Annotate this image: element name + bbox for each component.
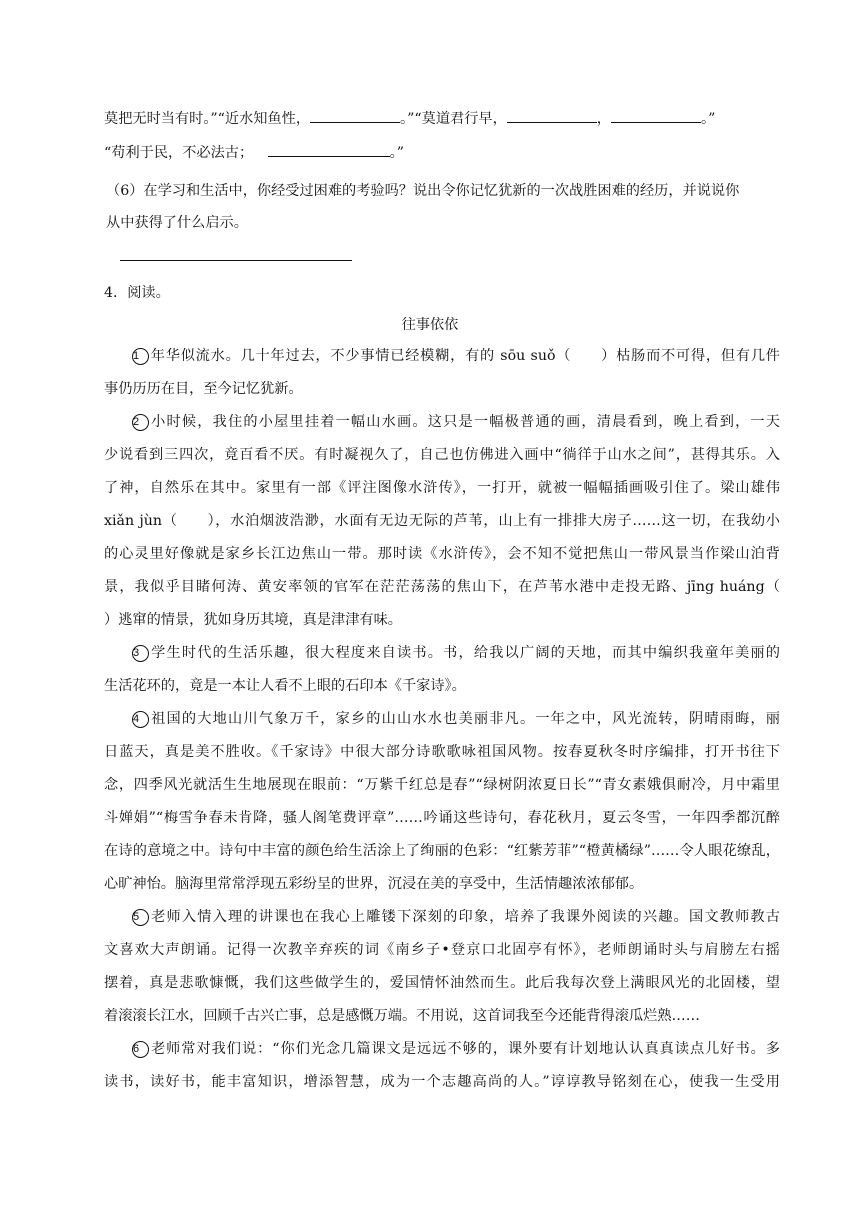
passage-paragraph <box>104 708 780 906</box>
q3-line1-text-d: 。” <box>700 111 716 127</box>
paragraph-line <box>104 411 780 444</box>
passage-body <box>104 345 780 1104</box>
paragraph-text: 日蓝天，真是美不胜收。《千家诗》中很大部分诗歌歌咏祖国风物。按春夏秋冬时序编排，打开书往下 <box>104 744 780 760</box>
paragraph-line <box>104 708 780 741</box>
paragraph-line <box>104 972 780 1005</box>
paragraph-line <box>104 939 780 972</box>
q4-heading: 4．阅读。 <box>104 285 170 301</box>
paragraph-text: 年华似流水。几十年过去，不少事情已经模糊，有的 sōu suǒ（ ）枯肠而不可得，但有几件 <box>150 348 780 364</box>
q6-prompt-line-2: 从中获得了什么启示。 <box>106 215 248 231</box>
paragraph-line <box>104 1005 780 1038</box>
paragraph-line <box>104 444 780 477</box>
q3-line-2 <box>104 142 404 164</box>
passage-paragraph <box>104 906 780 1038</box>
q3-line-1 <box>104 108 715 130</box>
paragraph-line <box>104 609 780 642</box>
passage-title: 往事依依 <box>401 317 459 333</box>
paragraph-text: 心旷神怡。脑海里常常浮现五彩纷呈的世界，沉浸在美的享受中，生活情趣浓浓郁郁。 <box>104 876 644 892</box>
paragraph-text: ）逃窜的情景，犹如身历其境，真是津津有味。 <box>104 612 402 628</box>
paragraph-line <box>104 840 780 873</box>
paragraph-text: 着滚滚长江水，回顾千古兴亡事，总是感慨万端。不用说，这首词我至今还能背得滚瓜烂熟…… <box>104 1008 700 1024</box>
paragraph-line <box>104 543 780 576</box>
q6-prompt-line-1: （6）在学习和生活中，你经受过困难的考验吗？说出令你记忆犹新的一次战胜困难的经历，并说说你 <box>106 183 740 199</box>
paragraph-number: 1 <box>132 348 149 365</box>
passage-paragraph <box>104 345 780 411</box>
paragraph-text: 老师常对我们说：“你们光念几篇课文是远远不够的，课外要有计划地认认真真读点儿好书。多 <box>150 1041 780 1057</box>
paragraph-text: 读书，读好书，能丰富知识，增添智慧，成为一个志趣高尚的人。”谆谆教导铭刻在心，使我一生受用 <box>104 1074 780 1090</box>
paragraph-line <box>104 378 780 411</box>
paragraph-line <box>104 1071 780 1104</box>
paragraph-text: 了神，自然乐在其中。家里有一部《评注图像水浒传》，一打开，就被一幅幅插画吸引住了。梁山雄伟 <box>104 480 780 496</box>
paragraph-number: 4 <box>132 711 149 728</box>
paragraph-text: 在诗的意境之中。诗句中丰富的颜色给生活涂上了绚丽的色彩：“红紫芳菲”“橙黄橘绿”……令人眼花缭乱， <box>104 843 780 859</box>
paragraph-line <box>104 477 780 510</box>
paragraph-text: 斗婵娟”“梅雪争春未肯降，骚人阁笔费评章”……吟诵这些诗句，春花秋月，夏云冬雪，一年四季都沉醉 <box>104 810 780 826</box>
q3-line2-text-a: “苟利于民，不必法古； <box>104 145 254 161</box>
paragraph-number: 6 <box>132 1041 149 1058</box>
paragraph-text: 文喜欢大声朗诵。记得一次教辛弃疾的词《南乡子•登京口北固亭有怀》，老师朗诵时头与肩膀左右摇 <box>104 942 780 958</box>
paragraph-number: 2 <box>132 414 149 431</box>
q3-line1-text-c: ， <box>596 111 611 127</box>
paragraph-line <box>104 906 780 939</box>
paragraph-text: 摆着，真是悲歌慷慨，我们这些做学生的，爱国情怀油然而生。此后我每次登上满眼风光的北固楼，望 <box>104 975 780 991</box>
paragraph-line <box>104 510 780 543</box>
passage-paragraph <box>104 642 780 708</box>
paragraph-number: 5 <box>132 909 149 926</box>
paragraph-text: 景，我似乎目睹何涛、黄安率领的官军在茫茫荡荡的焦山下，在芦苇水港中走投无路、jīng huáng（ <box>104 579 780 595</box>
answer-blank[interactable] <box>507 108 597 123</box>
paragraph-line <box>104 807 780 840</box>
q6-answer-line[interactable] <box>120 260 352 261</box>
q3-line1-text-b: 。”“莫道君行早， <box>400 111 507 127</box>
paragraph-text: 学生时代的生活乐趣，很大程度来自读书。书，给我以广阔的天地，而其中编织我童年美丽的 <box>150 645 780 661</box>
paragraph-text: 老师入情入理的讲课也在我心上雕镂下深刻的印象，培养了我课外阅读的兴趣。国文教师教古 <box>150 909 780 925</box>
paragraph-text: xiǎn jùn（ ），水泊烟波浩渺，水面有无边无际的芦苇，山上有一排排大房子……这一切，在我幼小 <box>104 513 780 529</box>
q3-line1-text-a: 莫把无时当有时。”“近水知鱼性， <box>104 111 311 127</box>
paragraph-line <box>104 741 780 774</box>
paragraph-line <box>104 774 780 807</box>
paragraph-text: 念，四季风光就活生生地展现在眼前：“万紫千红总是春”“绿树阴浓夏日长”“青女素娥俱耐冷，月中霜里 <box>104 777 780 793</box>
paragraph-line <box>104 642 780 675</box>
answer-blank[interactable] <box>611 108 701 123</box>
paragraph-text: 少说看到三四次，竟百看不厌。有时凝视久了，自己也仿佛进入画中“徜徉于山水之间”，甚得其乐。入 <box>104 447 780 463</box>
passage-paragraph <box>104 1038 780 1104</box>
paragraph-line <box>104 576 780 609</box>
answer-blank[interactable] <box>310 108 400 123</box>
paragraph-number: 3 <box>132 645 149 662</box>
paragraph-text: 生活花环的，竟是一本让人看不上眼的石印本《千家诗》。 <box>104 678 466 694</box>
paragraph-line <box>104 675 780 708</box>
paragraph-text: 小时候，我住的小屋里挂着一幅山水画。这只是一幅极普通的画，清晨看到，晚上看到，一天 <box>150 414 780 430</box>
paragraph-text: 祖国的大地山川气象万千，家乡的山山水水也美丽非凡。一年之中，风光流转，阴晴雨晦，丽 <box>150 711 780 727</box>
passage-paragraph <box>104 411 780 642</box>
answer-blank[interactable] <box>268 142 390 157</box>
paragraph-text: 的心灵里好像就是家乡长江边焦山一带。那时读《水浒传》，会不知不觉把焦山一带风景当作梁山泊背 <box>104 546 780 562</box>
paragraph-line <box>104 873 780 906</box>
paragraph-text: 事仍历历在目，至今记忆犹新。 <box>104 381 303 397</box>
q3-line2-text-b: 。” <box>389 145 404 161</box>
paragraph-line <box>104 1038 780 1071</box>
paragraph-line <box>104 345 780 378</box>
